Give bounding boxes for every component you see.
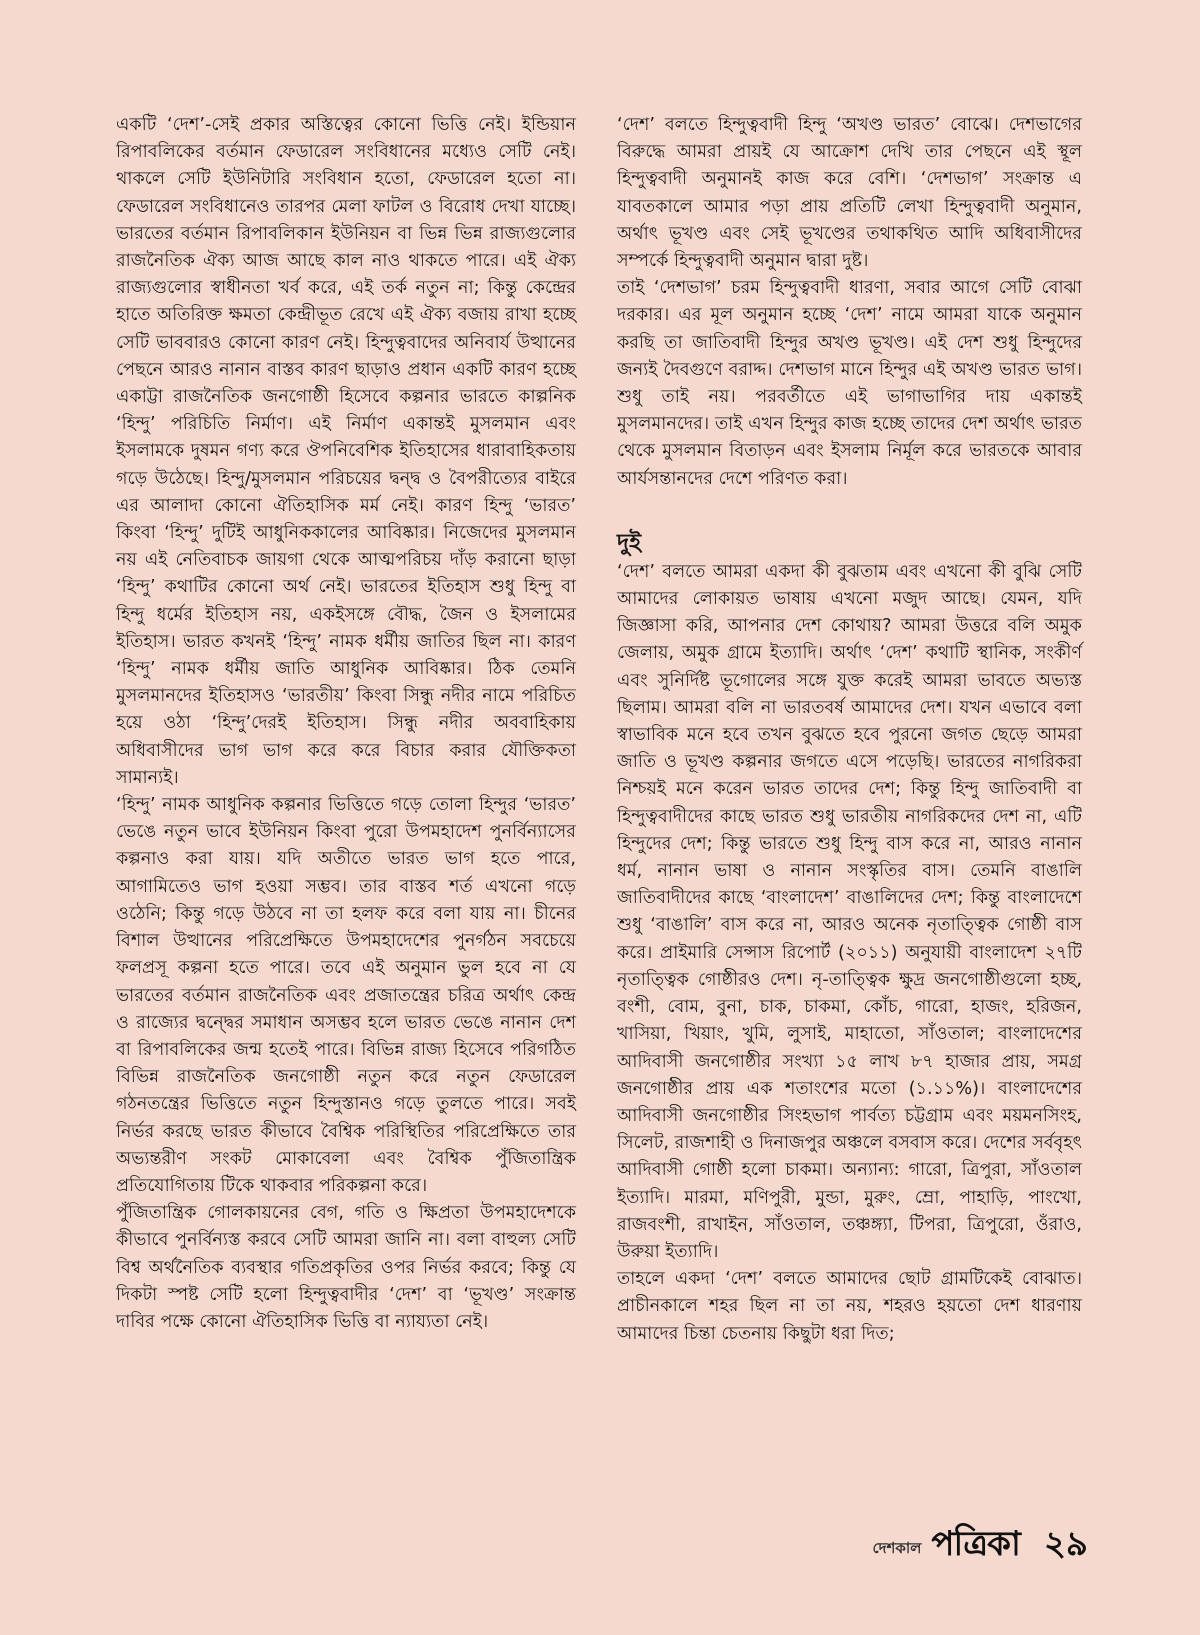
- paragraph: ‘দেশ’ বলতে হিন্দুত্ববাদী হিন্দু ‘অখণ্ড ভারত’ বোঝে। দেশভাগের বিরুদ্ধে আমরা প্রায়ই যে আক্রোশ দেখি তার পেছনে এই স্থূল হিন্দুত্ববাদী অনুমানই কাজ করে বেশি। ‘দেশভাগ’ সংক্রান্ত এ যাবতকালে আমার পড়া প্রায় প্রতিটি লেখা হিন্দুত্ববাদী অনুমান, অর্থাৎ ভূখণ্ড এবং সেই ভূখণ্ডের তথাকথিত আদি অধিবাসীদের সম্পর্কে হিন্দুত্ববাদী অনুমান দ্বারা দুষ্ট।: [617, 115, 1082, 272]
- magazine-logo-small: দেশকাল: [872, 1539, 922, 1557]
- paragraph: ‘দেশ’ বলতে আমরা একদা কী বুঝতাম এবং এখনো কী বুঝি সেটি আমাদের লোকায়ত ভাষায় এখনো মজুদ আছে। যেমন, যদি জিজ্ঞাসা করি, আপনার দেশ কোথায়? আমরা উত্তরে বলি অমুক জেলায়, অমুক গ্রামে ইত্যাদি। অর্থাৎ ‘দেশ’ কথাটি স্থানিক, সংকীর্ণ এবং সুনির্দিষ্ট ভূগোলের সঙ্গে যুক্ত করেই আমরা ভাবতে অভ্যস্ত ছিলাম। আমরা বলি না ভারতবর্ষ আমাদের দেশ। যখন এভাবে বলা স্বাভাবিক মনে হবে তখন বুঝতে হবে পুরনো জগত ছেড়ে আমরা জাতি ও ভূখণ্ড কল্পনার জগতে এসে পড়েছি। ভারতের নাগরিকরা নিশ্চয়ই মনে করেন ভারত তাদের দেশ; কিন্তু হিন্দু জাতিবাদী বা হিন্দুত্ববাদীদের কাছে ভারত শুধু ভারতীয় নাগরিকদের দেশ না, এটি হিন্দুদের দেশ; কিন্তু ভারতে শুধু হিন্দু বাস করে না, আরও নানান ধর্ম, নানান ভাষা ও নানান সংস্কৃতির বাস। তেমনি বাঙালি জাতিবাদীদের কাছে ‘বাংলাদেশ’ বাঙালিদের দেশ; কিন্তু বাংলাদেশে শুধু ‘বাঙালি’ বাস করে না, আরও অনেক নৃতাত্ত্বিক গোষ্ঠী বাস করে। প্রাইমারি সেন্সাস রিপোর্ট (২০১১) অনুযায়ী বাংলাদেশ ২৭টি নৃতাত্ত্বিক গোষ্ঠীরও দেশ। নৃ-তাত্ত্বিক ক্ষুদ্র জনগোষ্ঠীগুলো হচ্ছ, বংশী, বোম, বুনা, চাক, চাকমা, কোঁচ, গারো, হাজং, হরিজন, খাসিয়া, খিয়াং, খুমি, লুসাই, মাহাতো, সাঁওতাল; বাংলাদেশের আদিবাসী জনগোষ্ঠীর সংখ্যা ১৫ লাখ ৮৭ হাজার প্রায়, সমগ্র জনগোষ্ঠীর প্রায় এক শতাংশের মতো (১.১১%)। বাংলাদেশের আদিবাসী জনগোষ্ঠীর সিংহভাগ পার্বত্য চট্টগ্রাম এবং ময়মনসিংহ, সিলেট, রাজশাহী ও দিনাজপুর অঞ্চলে বসবাস করে। দেশের সর্ববৃহৎ আদিবাসী গোষ্ঠী হলো চাকমা। অন্যান্য: গারো, ত্রিপুরা, সাঁওতাল ইত্যাদি। মারমা, মণিপুরী, মুন্ডা, মুরুং, ম্রো, পাহাড়ি, পাংখো, রাজবংশী, রাখাইন, সাঁওতাল, তঞ্চঙ্গ্যা, টিপরা, ত্রিপুরো, ওঁরাও, উরুয়া ইত্যাদি।: [617, 561, 1082, 1262]
- paragraph: তাহলে একদা ‘দেশ’ বলতে আমাদের ছোট গ্রামটিকেই বোঝাত। প্রাচীনকালে শহর ছিল না তা নয়, শহরও হয়তো দেশ ধারণায় আমাদের চিন্তা চেতনায় কিছুটা ধরা দিত;: [617, 1269, 1082, 1344]
- page-number: ২৯: [1043, 1524, 1088, 1564]
- left-column: [116, 112, 576, 1336]
- paragraph: তাই ‘দেশভাগ’ চরম হিন্দুত্ববাদী ধারণা, সবার আগে সেটি বোঝা দরকার। এর মূল অনুমান হচ্ছে ‘দেশ’ নামে আমরা যাকে অনুমান করছি তা জাতিবাদী হিন্দুর অখণ্ড ভূখণ্ড। এই দেশ শুধু হিন্দুদের জন্যই দৈবগুণে বরাদ্দ। দেশভাগ মানে হিন্দুর এই অখণ্ড ভারত ভাগ। শুধু তাই নয়। পরবর্তীতে এই ভাগাভাগির দায় একান্তই মুসলমানদের। তাই এখন হিন্দুর কাজ হচ্ছে তাদের দেশ অর্থাৎ ভারত থেকে মুসলমান বিতাড়ন এবং ইসলাম নির্মূল করে ভারতকে আবার আর্যসন্তানদের দেশে পরিণত করা।: [617, 278, 1082, 489]
- paragraph: ‘হিন্দু’ নামক আধুনিক কল্পনার ভিত্তিতে গড়ে তোলা হিন্দুর ‘ভারত’ ভেঙে নতুন ভাবে ইউনিয়ন কিংবা পুরো উপমহাদেশ পুনর্বিন্যাসের কল্পনাও করা যায়। যদি অতীতে ভারত ভাগ হতে পারে, আগামিতেও ভাগ হওয়া সম্ভব। তার বাস্তব শর্ত এখনো গড়ে ওঠেনি; কিন্তু গড়ে উঠবে না তা হলফ করে বলা যায় না। চীনের বিশাল উত্থানের পরিপ্রেক্ষিতে উপমহাদেশের পুনর্গঠন সবচেয়ে ফলপ্রসূ কল্পনা হতে পারে। তবে এই অনুমান ভুল হবে না যে ভারতের বর্তমান রাজনৈতিক এবং প্রজাতন্ত্রের চরিত্র অর্থাৎ কেন্দ্র ও রাজ্যের দ্বন্দ্বের সমাধান অসম্ভব হলে ভারত ভেঙে নানান দেশ বা রিপাবলিকের জন্ম হতেই পারে। বিভিন্ন রাজ্য হিসেবে পরিগঠিত বিভিন্ন রাজনৈতিক জনগোষ্ঠী নতুন করে নতুন ফেডারেল গঠনতন্ত্রের ভিত্তিতে নতুন হিন্দুস্তানও গড়ে তুলতে পারে। সবই নির্ভর করছে ভারত কীভাবে বৈশ্বিক পরিস্থিতির পরিপ্রেক্ষিতে তার অভ্যন্তরীণ সংকট মোকাবেলা এবং বৈশ্বিক পুঁজিতান্ত্রিক প্রতিযোগিতায় টিকে থাকবার পরিকল্পনা করে।: [116, 795, 576, 1196]
- paragraph: পুঁজিতান্ত্রিক গোলকায়নের বেগ, গতি ও ক্ষিপ্রতা উপমহাদেশকে কীভাবে পুনর্বিন্যস্ত করবে সেটি আমরা জানি না। বলা বাহুল্য সেটি বিশ্ব অর্থনৈতিক ব্যবস্থার গতিপ্রকৃতির ওপর নির্ভর করবে; কিন্তু যে দিকটা স্পষ্ট সেটি হলো হিন্দুত্ববাদীর ‘দেশ’ বা ‘ভূখণ্ড’ সংক্রান্ত দাবির পক্ষে কোনো ঐতিহাসিক ভিত্তি বা ন্যায্যতা নেই।: [116, 1203, 576, 1332]
- magazine-logo: পত্রিকা: [931, 1524, 1020, 1564]
- page-footer: [873, 1525, 1088, 1563]
- right-column: [617, 112, 1082, 1348]
- paragraph: একটি ‘দেশ’-সেই প্রকার অস্তিত্বের কোনো ভিত্তি নেই। ইন্ডিয়ান রিপাবলিকের বর্তমান ফেডারেল সংবিধানের মধ্যেও সেটি নেই। থাকলে সেটি ইউনিটারি সংবিধান হতো, ফেডারেল হতো না। ফেডারেল সংবিধানেও তারপর মেলা ফাটল ও বিরোধ দেখা যাচ্ছে। ভারতের বর্তমান রিপাবলিকান ইউনিয়ন বা ভিন্ন ভিন্ন রাজ্যগুলোর রাজনৈতিক ঐক্য আজ আছে কাল নাও থাকতে পারে। এই ঐক্য রাজ্যগুলোর স্বাধীনতা খর্ব করে, এই তর্ক নতুন না; কিন্তু কেন্দ্রের হাতে অতিরিক্ত ক্ষমতা কেন্দ্রীভূত রেখে এই ঐক্য বজায় রাখা হচ্ছে সেটি ভাববারও কোনো কারণ নেই। হিন্দুত্ববাদের অনিবার্য উত্থানের পেছনে আরও নানান বাস্তব কারণ ছাড়াও প্রধান একটি কারণ হচ্ছে একাট্টা রাজনৈতিক জনগোষ্ঠী হিসেবে কল্পনার ভারতে কাল্পনিক ‘হিন্দু’ পরিচিতি নির্মাণ। এই নির্মাণ একান্তই মুসলমান এবং ইসলামকে দুষমন গণ্য করে ঔপনিবেশিক ইতিহাসের ধারাবাহিকতায় গড়ে উঠেছে। হিন্দু/মুসলমান পরিচয়ের দ্বন্দ্ব ও বৈপরীত্যের বাইরে এর আলাদা কোনো ঐতিহাসিক মর্ম নেই। কারণ হিন্দু ‘ভারত’ কিংবা ‘হিন্দু’ দুটিই আধুনিককালের আবিষ্কার। নিজেদের মুসলমান নয় এই নেতিবাচক জায়গা থেকে আত্মপরিচয় দাঁড় করানো ছাড়া ‘হিন্দু’ কথাটির কোনো অর্থ নেই। ভারতের ইতিহাস শুধু হিন্দু বা হিন্দু ধর্মের ইতিহাস নয়, একইসঙ্গে বৌদ্ধ, জৈন ও ইসলামের ইতিহাস। ভারত কখনই ‘হিন্দু’ নামক ধর্মীয় জাতির ছিল না। কারণ ‘হিন্দু’ নামক ধর্মীয় জাতি আধুনিক আবিষ্কার। ঠিক তেমনি মুসলমানদের ইতিহাসও ‘ভারতীয়’ কিংবা সিন্ধু নদীর নামে পরিচিত হয়ে ওঠা ‘হিন্দু’দেরই ইতিহাস। সিন্ধু নদীর অববাহিকায় অধিবাসীদের ভাগ ভাগ করে করে বিচার করার যৌক্তিকতা সামান্যই।: [116, 115, 576, 788]
- section-heading: দুই: [617, 529, 642, 556]
